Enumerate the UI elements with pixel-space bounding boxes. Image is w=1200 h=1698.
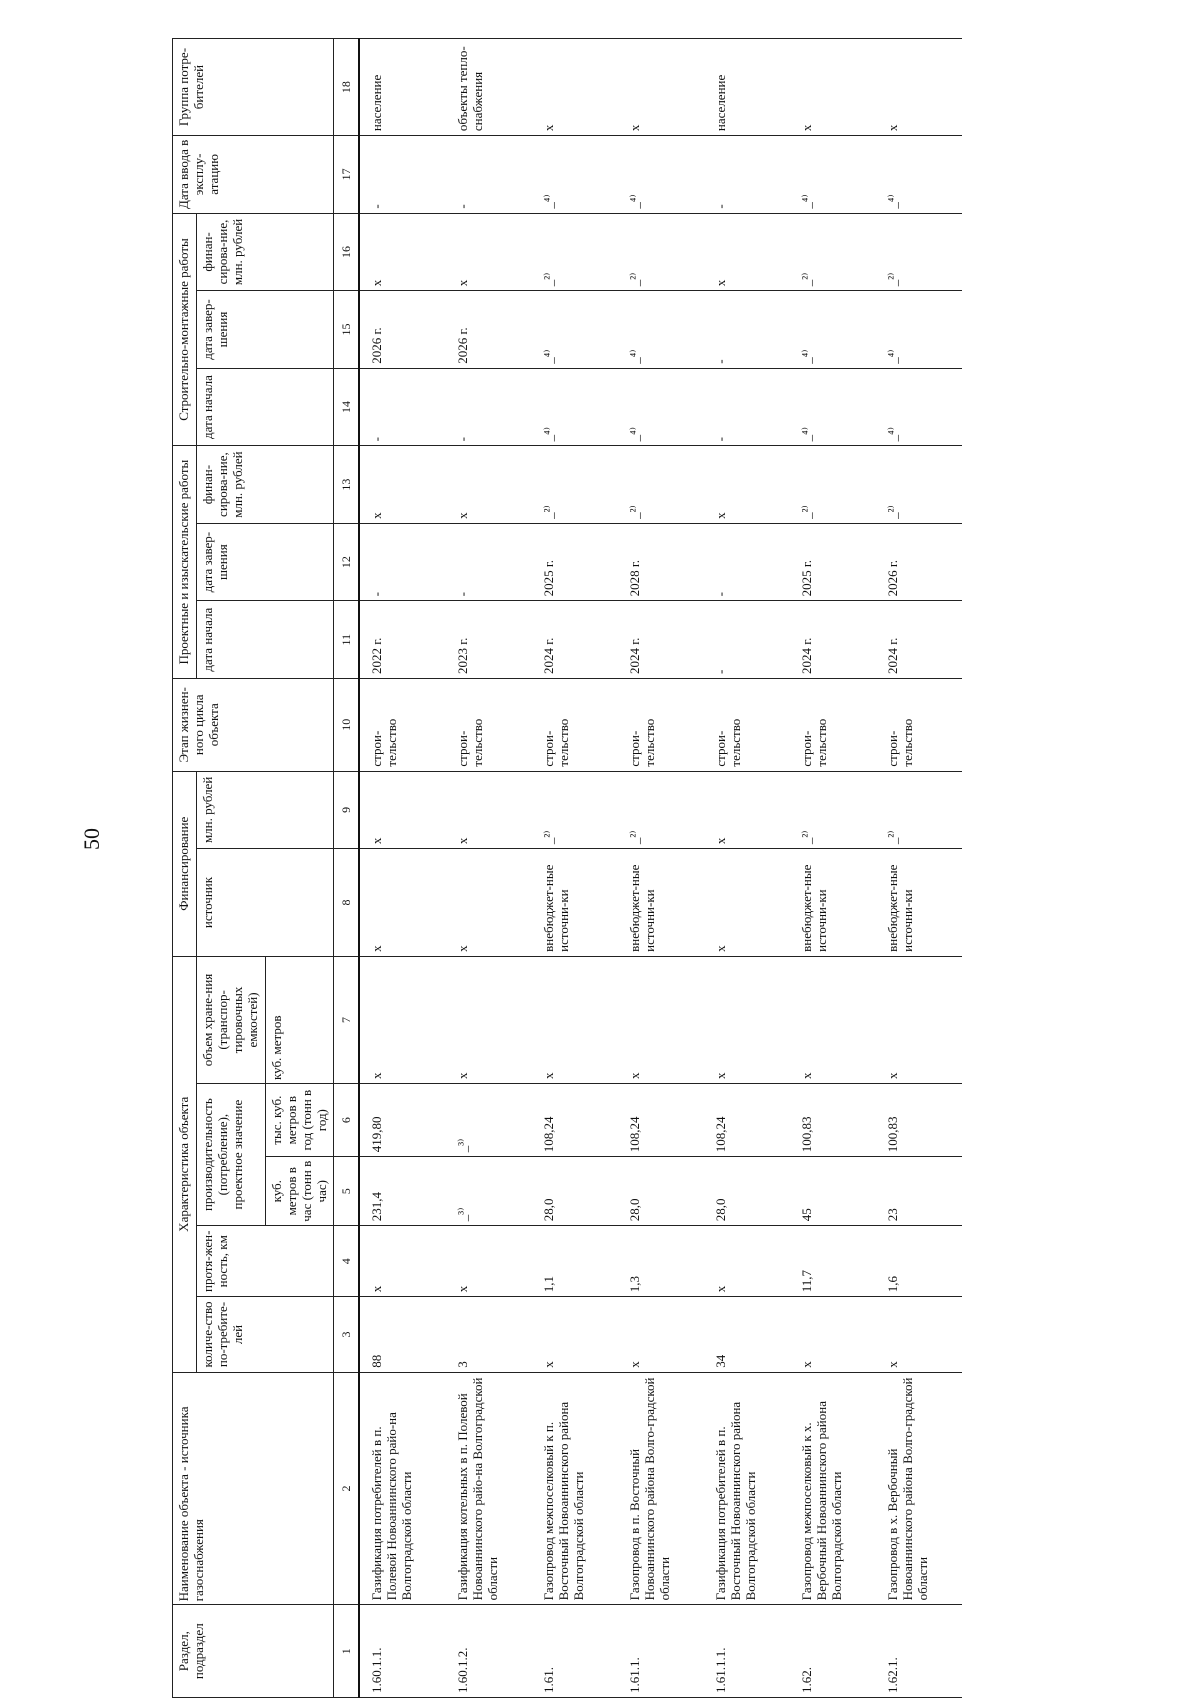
consumer-group-cell: объекты тепло-снабжения — [446, 39, 532, 136]
header-constr-start: дата начала — [196, 368, 334, 446]
design-end-cell: 2028 г. — [618, 523, 704, 601]
length-cell: x — [359, 1226, 446, 1297]
consumer-group-cell: x — [618, 39, 704, 136]
column-number: 1 — [334, 1605, 360, 1698]
lifecycle-cell: строи-тельство — [876, 678, 962, 771]
name-cell: Газопровод в х. Вербочный Новоаннинского района Волго-градской области — [876, 1372, 962, 1605]
table-body — [359, 39, 962, 1698]
storage-cell: x — [704, 956, 790, 1083]
design-start-cell: 2024 г. — [876, 601, 962, 679]
design-end-cell: 2025 г. — [790, 523, 876, 601]
design-start-cell: 2024 г. — [618, 601, 704, 679]
table-row — [790, 39, 876, 1698]
consumer-group-cell: x — [790, 39, 876, 136]
column-number: 13 — [334, 446, 360, 524]
constr-fin-cell: _²⁾ — [790, 213, 876, 291]
table-row — [876, 39, 962, 1698]
fin-source-cell: внебюджет-ные источни-ки — [532, 849, 618, 957]
capacity-hour-cell: _³⁾ — [446, 1157, 532, 1226]
commissioning-cell: _⁴⁾ — [876, 136, 962, 214]
design-fin-cell: x — [446, 446, 532, 524]
design-end-cell: - — [704, 523, 790, 601]
fin-source-cell: внебюджет-ные источни-ки — [876, 849, 962, 957]
name-cell: Газопровод в п. Восточный Новоаннинского района Волго-градской области — [618, 1372, 704, 1605]
commissioning-cell: _⁴⁾ — [532, 136, 618, 214]
consumers-count-cell: 34 — [704, 1297, 790, 1372]
section-cell: 1.62.1. — [876, 1605, 962, 1698]
table-row — [532, 39, 618, 1698]
fin-source-cell: x — [704, 849, 790, 957]
fin-amount-cell: x — [359, 771, 446, 849]
capacity-hour-cell: 28,0 — [532, 1157, 618, 1226]
commissioning-cell: _⁴⁾ — [790, 136, 876, 214]
constr-start-cell: - — [704, 368, 790, 446]
constr-end-cell: 2026 г. — [359, 291, 446, 369]
column-number: 15 — [334, 291, 360, 369]
lifecycle-cell: строи-тельство — [359, 678, 446, 771]
fin-amount-cell: _²⁾ — [532, 771, 618, 849]
fin-amount-cell: x — [704, 771, 790, 849]
header-fin-amount: млн. рублей — [196, 771, 334, 849]
column-number: 10 — [334, 678, 360, 771]
design-fin-cell: _²⁾ — [532, 446, 618, 524]
design-start-cell: - — [704, 601, 790, 679]
capacity-hour-cell: 23 — [876, 1157, 962, 1226]
table-row — [618, 39, 704, 1698]
column-number: 14 — [334, 368, 360, 446]
column-number: 7 — [334, 956, 360, 1083]
capacity-hour-cell: 231,4 — [359, 1157, 446, 1226]
constr-fin-cell: _²⁾ — [618, 213, 704, 291]
name-cell: Газопровод межпоселковый к х. Вербочный Новоаннинского района Волгоградской области — [790, 1372, 876, 1605]
consumers-count-cell: x — [876, 1297, 962, 1372]
column-number: 5 — [334, 1157, 360, 1226]
storage-cell: x — [359, 956, 446, 1083]
capacity-year-cell: 108,24 — [532, 1084, 618, 1157]
header-row-1 — [173, 39, 197, 1698]
design-fin-cell: x — [704, 446, 790, 524]
design-fin-cell: _²⁾ — [790, 446, 876, 524]
constr-start-cell: _⁴⁾ — [532, 368, 618, 446]
header-capacity: производительность (потребление), проектное значение — [196, 1084, 265, 1226]
constr-start-cell: - — [446, 368, 532, 446]
table-row — [446, 39, 532, 1698]
constr-start-cell: - — [359, 368, 446, 446]
design-end-cell: 2025 г. — [532, 523, 618, 601]
fin-amount-cell: x — [446, 771, 532, 849]
storage-cell: x — [790, 956, 876, 1083]
fin-amount-cell: _²⁾ — [876, 771, 962, 849]
constr-fin-cell: _²⁾ — [876, 213, 962, 291]
constr-fin-cell: x — [704, 213, 790, 291]
design-end-cell: 2026 г. — [876, 523, 962, 601]
header-design-works: Проектные и изыскательские работы — [173, 446, 197, 679]
column-number: 6 — [334, 1084, 360, 1157]
design-fin-cell: _²⁾ — [618, 446, 704, 524]
consumer-group-cell: x — [876, 39, 962, 136]
consumers-count-cell: x — [532, 1297, 618, 1372]
header-storage-unit: куб. метров — [265, 956, 334, 1083]
consumer-group-cell: население — [704, 39, 790, 136]
capacity-hour-cell: 45 — [790, 1157, 876, 1226]
consumers-count-cell: x — [618, 1297, 704, 1372]
section-cell: 1.60.1.2. — [446, 1605, 532, 1698]
column-number: 4 — [334, 1226, 360, 1297]
column-number: 3 — [334, 1297, 360, 1372]
column-number: 9 — [334, 771, 360, 849]
page-number: 50 — [79, 828, 104, 850]
name-cell: Газификация потребителей в п. Восточный Новоаннинского района Волгоградской области — [704, 1372, 790, 1605]
header-constr-fin: финан-сирова-ние, млн. рублей — [196, 213, 334, 291]
constr-end-cell: 2026 г. — [446, 291, 532, 369]
consumer-group-cell: x — [532, 39, 618, 136]
header-constr-end: дата завер-шения — [196, 291, 334, 369]
constr-start-cell: _⁴⁾ — [790, 368, 876, 446]
section-cell: 1.62. — [790, 1605, 876, 1698]
column-number: 17 — [334, 136, 360, 214]
design-start-cell: 2023 г. — [446, 601, 532, 679]
constr-end-cell: - — [704, 291, 790, 369]
header-design-fin: финан-сирова-ние, млн. рублей — [196, 446, 334, 524]
name-cell: Газификация потребителей в п. Полевой Новоаннинского райо-на Волгоградской области — [359, 1372, 446, 1605]
column-number: 2 — [334, 1372, 360, 1605]
commissioning-cell: _⁴⁾ — [618, 136, 704, 214]
header-consumers-count: количе-ство по-требите-лей — [196, 1297, 334, 1372]
header-consumer-group: Группа потре-бителей — [173, 39, 334, 136]
fin-amount-cell: _²⁾ — [790, 771, 876, 849]
constr-start-cell: _⁴⁾ — [876, 368, 962, 446]
header-fin-source: источник — [196, 849, 334, 957]
column-numbers-row — [334, 39, 360, 1698]
fin-source-cell: x — [359, 849, 446, 957]
capacity-year-cell: _³⁾ — [446, 1084, 532, 1157]
commissioning-cell: - — [359, 136, 446, 214]
constr-end-cell: _⁴⁾ — [790, 291, 876, 369]
length-cell: 1,6 — [876, 1226, 962, 1297]
lifecycle-cell: строи-тельство — [446, 678, 532, 771]
capacity-hour-cell: 28,0 — [618, 1157, 704, 1226]
column-number: 8 — [334, 849, 360, 957]
length-cell: x — [446, 1226, 532, 1297]
capacity-hour-cell: 28,0 — [704, 1157, 790, 1226]
column-number: 18 — [334, 39, 360, 136]
section-cell: 1.60.1.1. — [359, 1605, 446, 1698]
commissioning-cell: - — [446, 136, 532, 214]
length-cell: 1,1 — [532, 1226, 618, 1297]
header-lifecycle: Этап жизнен-ного цикла объекта — [173, 678, 334, 771]
design-start-cell: 2024 г. — [532, 601, 618, 679]
design-fin-cell: _²⁾ — [876, 446, 962, 524]
constr-fin-cell: x — [446, 213, 532, 291]
column-number: 16 — [334, 213, 360, 291]
constr-fin-cell: x — [359, 213, 446, 291]
lifecycle-cell: строи-тельство — [790, 678, 876, 771]
header-section: Раздел, подраздел — [173, 1605, 334, 1698]
gas-supply-table — [172, 38, 962, 1698]
capacity-year-cell: 108,24 — [704, 1084, 790, 1157]
column-number: 12 — [334, 523, 360, 601]
section-cell: 1.61. — [532, 1605, 618, 1698]
consumer-group-cell: население — [359, 39, 446, 136]
length-cell: x — [704, 1226, 790, 1297]
lifecycle-cell: строи-тельство — [532, 678, 618, 771]
header-commissioning: Дата ввода в эксплу-атацию — [173, 136, 334, 214]
name-cell: Газификация котельных в п. Полевой Новоаннинского райо-на Волгоградской области — [446, 1372, 532, 1605]
header-capacity-year: тыс. куб. метров в год (тонн в год) — [265, 1084, 334, 1157]
consumers-count-cell: 3 — [446, 1297, 532, 1372]
storage-cell: x — [532, 956, 618, 1083]
rotated-page — [172, 38, 1182, 1698]
header-design-start: дата начала — [196, 601, 334, 679]
table-row — [359, 39, 446, 1698]
length-cell: 1,3 — [618, 1226, 704, 1297]
storage-cell: x — [876, 956, 962, 1083]
design-fin-cell: x — [359, 446, 446, 524]
header-construction-works: Строительно-монтажные работы — [173, 213, 197, 446]
header-length: протя-жен-ность, км — [196, 1226, 334, 1297]
commissioning-cell: - — [704, 136, 790, 214]
constr-fin-cell: _²⁾ — [532, 213, 618, 291]
header-name: Наименование объекта - источника газоснабжения — [173, 1372, 334, 1605]
consumers-count-cell: 88 — [359, 1297, 446, 1372]
fin-source-cell: x — [446, 849, 532, 957]
fin-amount-cell: _²⁾ — [618, 771, 704, 849]
design-end-cell: - — [359, 523, 446, 601]
header-financing: Финансирование — [173, 771, 197, 956]
column-number: 11 — [334, 601, 360, 679]
capacity-year-cell: 419,80 — [359, 1084, 446, 1157]
header-capacity-hour: куб. метров в час (тонн в час) — [265, 1157, 334, 1226]
section-cell: 1.61.1. — [618, 1605, 704, 1698]
storage-cell: x — [618, 956, 704, 1083]
constr-end-cell: _⁴⁾ — [618, 291, 704, 369]
capacity-year-cell: 100,83 — [790, 1084, 876, 1157]
design-start-cell: 2022 г. — [359, 601, 446, 679]
storage-cell: x — [446, 956, 532, 1083]
design-end-cell: - — [446, 523, 532, 601]
constr-end-cell: _⁴⁾ — [876, 291, 962, 369]
capacity-year-cell: 100,83 — [876, 1084, 962, 1157]
header-storage: объем хране-ния (транспор-тировочных емкостей) — [196, 956, 265, 1083]
lifecycle-cell: строи-тельство — [618, 678, 704, 771]
length-cell: 11,7 — [790, 1226, 876, 1297]
fin-source-cell: внебюджет-ные источни-ки — [790, 849, 876, 957]
table-row — [704, 39, 790, 1698]
design-start-cell: 2024 г. — [790, 601, 876, 679]
constr-end-cell: _⁴⁾ — [532, 291, 618, 369]
fin-source-cell: внебюджет-ные источни-ки — [618, 849, 704, 957]
constr-start-cell: _⁴⁾ — [618, 368, 704, 446]
lifecycle-cell: строи-тельство — [704, 678, 790, 771]
consumers-count-cell: x — [790, 1297, 876, 1372]
header-design-end: дата завер-шения — [196, 523, 334, 601]
name-cell: Газопровод межпоселковый к п. Восточный Новоаннинского района Волгоградской области — [532, 1372, 618, 1605]
header-characteristics: Характеристика объекта — [173, 956, 197, 1372]
capacity-year-cell: 108,24 — [618, 1084, 704, 1157]
section-cell: 1.61.1.1. — [704, 1605, 790, 1698]
